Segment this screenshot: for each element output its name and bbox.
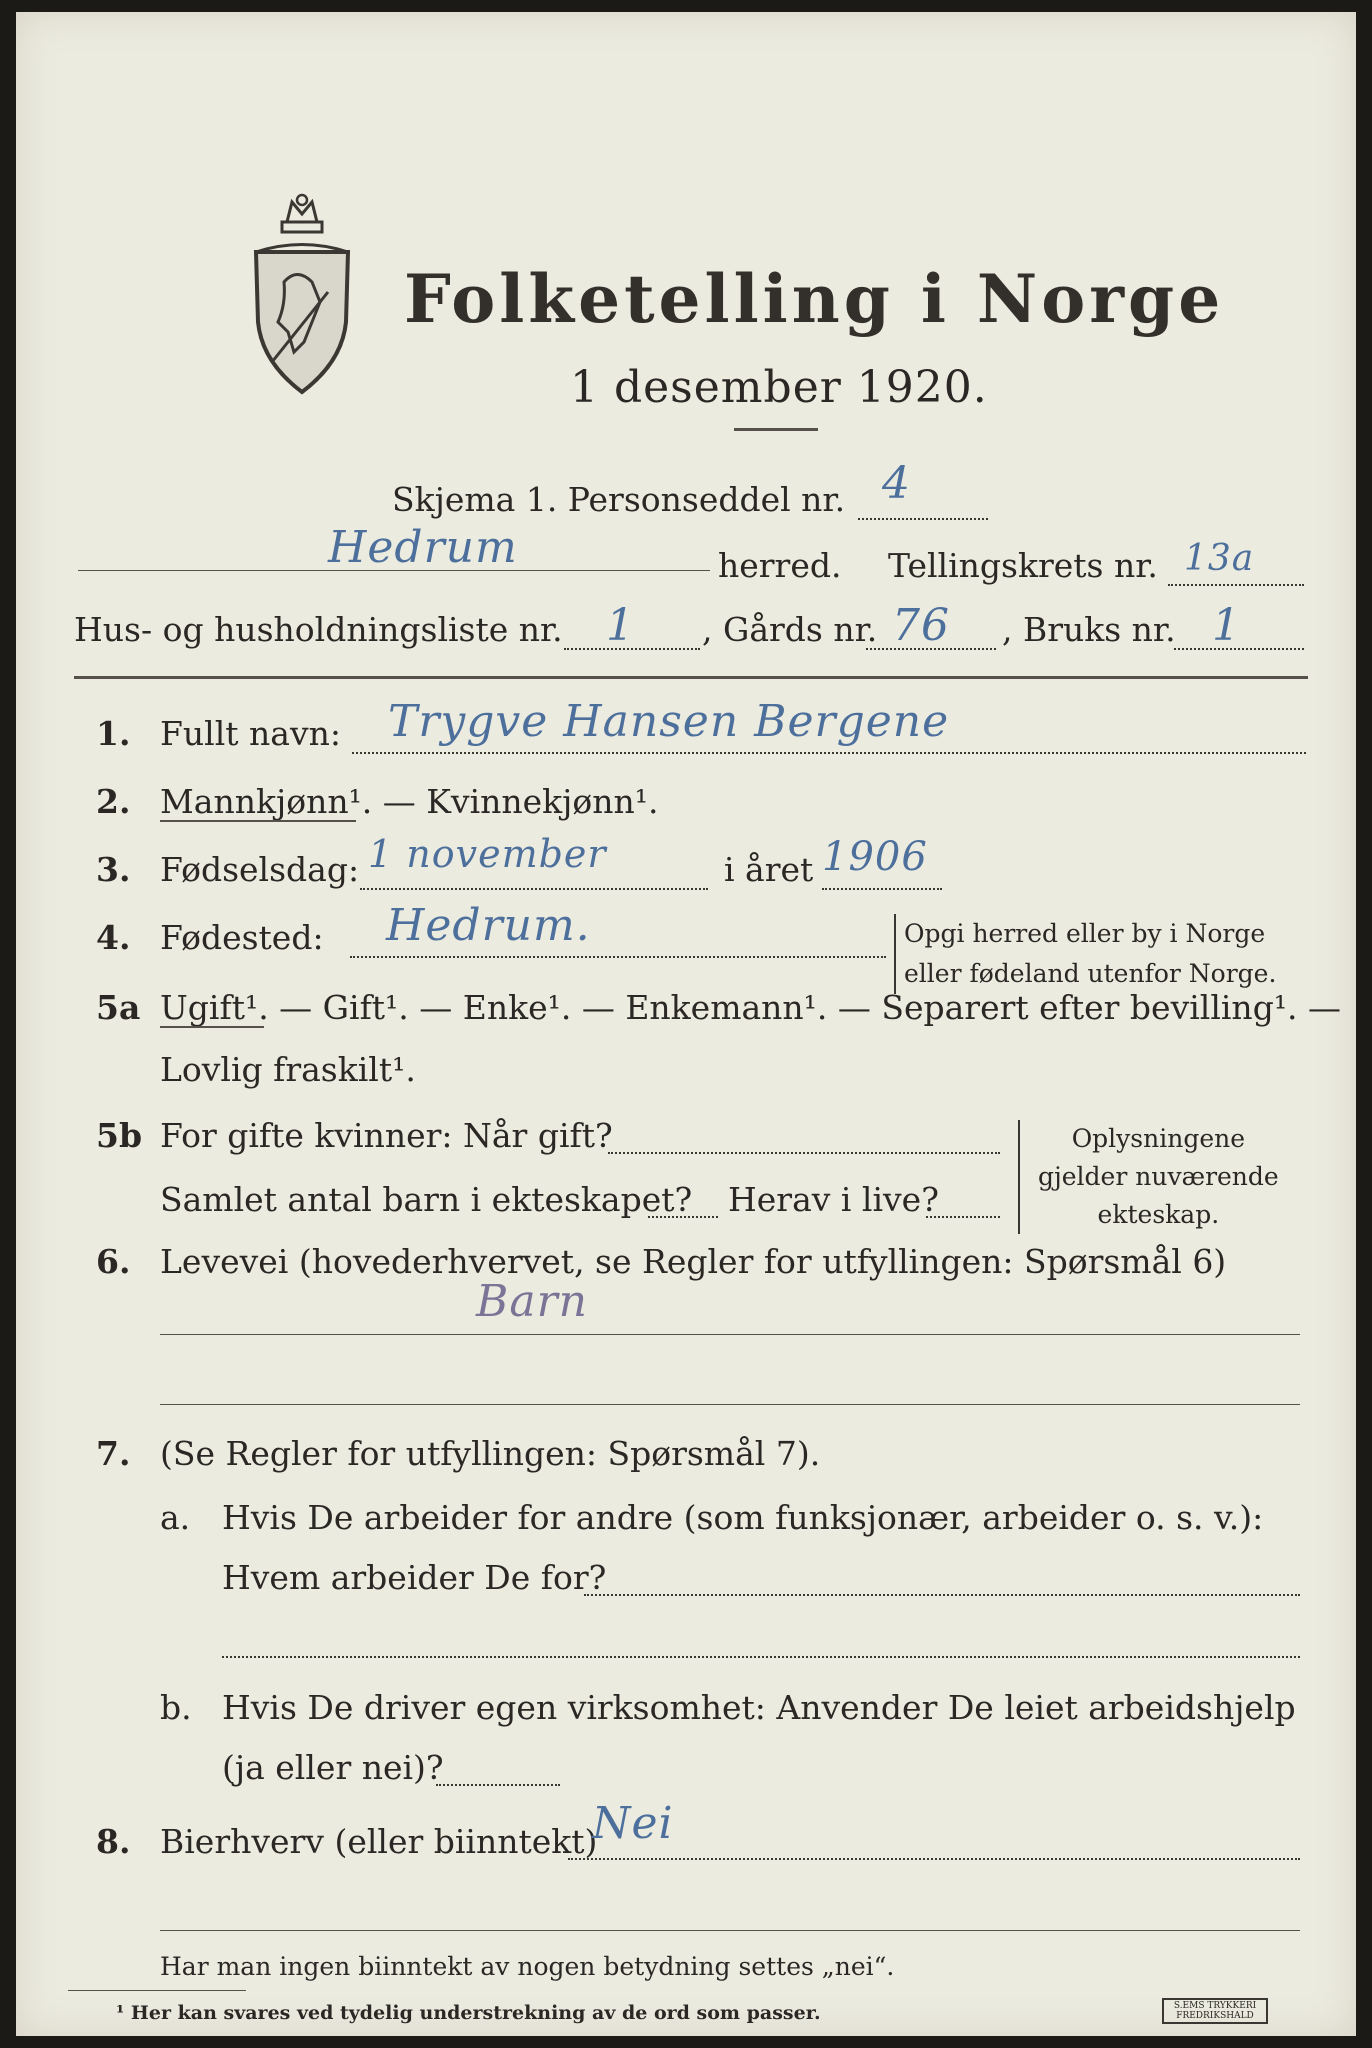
- full-name-value[interactable]: Trygve Hansen Bergene: [388, 696, 950, 747]
- tellingskrets-value[interactable]: 13a: [1184, 538, 1255, 579]
- q5b-alive-line: [926, 1216, 1000, 1218]
- q5b-alive-label: Herav i live?: [728, 1180, 939, 1219]
- q2-number: 2.: [96, 782, 131, 821]
- footnote: ¹ Her kan svares ved tydelig understrekning av de ord som passer.: [116, 2002, 821, 2024]
- tellingskrets-line: [1168, 584, 1304, 586]
- printer-stamp: S.EMS TRYKKERI FREDRIKSHALD: [1162, 1998, 1268, 2024]
- q4-note-line2: eller fødeland utenfor Norge.: [904, 959, 1277, 988]
- q7a-employer-line: [584, 1594, 1300, 1596]
- tellingskrets-label: Tellingskrets nr.: [888, 546, 1158, 585]
- q5a-number: 5a: [96, 988, 141, 1027]
- gards-label: , Gårds nr.: [702, 610, 878, 649]
- census-form: [16, 12, 1356, 2036]
- q5b-children-line: [648, 1216, 718, 1218]
- birthplace-line: [350, 956, 886, 958]
- personseddel-value[interactable]: 4: [882, 458, 911, 509]
- q5a-options: Ugift¹. — Gift¹. — Enke¹. — Enkemann¹. — Separert efter bevilling¹. —: [160, 988, 1342, 1027]
- q6-label: Levevei (hovederhvervet, se Regler for utfyllingen: Spørsmål 6): [160, 1242, 1227, 1281]
- husliste-label: Hus- og husholdningsliste nr.: [74, 610, 563, 649]
- occupation-value[interactable]: Barn: [476, 1276, 588, 1327]
- q7a-letter: a.: [160, 1498, 191, 1537]
- birthday-value[interactable]: 1 november: [368, 832, 607, 876]
- q7b-yesno-label: (ja eller nei)?: [222, 1748, 444, 1787]
- q7a-question: Hvis De arbeider for andre (som funksjonær, arbeider o. s. v.):: [222, 1498, 1264, 1537]
- q8-line: [568, 1858, 1300, 1860]
- q6-number: 6.: [96, 1242, 131, 1281]
- q1-number: 1.: [96, 714, 131, 753]
- herred-value[interactable]: Hedrum: [328, 522, 518, 573]
- header-divider: [74, 676, 1308, 679]
- q5a-underline-ugift: [160, 1026, 264, 1028]
- q5b-number: 5b: [96, 1116, 143, 1155]
- q8-line-2: [160, 1930, 1300, 1931]
- bruks-value[interactable]: 1: [1212, 600, 1241, 651]
- q5b-note-line3: ekteskap.: [1097, 1200, 1220, 1229]
- q7b-question: Hvis De driver egen virksomhet: Anvender De leiet arbeidshjelp: [222, 1688, 1296, 1727]
- herred-label: herred.: [718, 546, 842, 585]
- q5b-married-line: [608, 1152, 1000, 1154]
- title-divider: [734, 428, 818, 431]
- q5b-children-label: Samlet antal barn i ekteskapet?: [160, 1180, 693, 1219]
- q1-label: Fullt navn:: [160, 714, 341, 753]
- q5b-note: [1018, 1120, 1279, 1234]
- personseddel-line: [858, 518, 988, 520]
- q7-label: (Se Regler for utfyllingen: Spørsmål 7).: [160, 1434, 821, 1473]
- q7b-letter: b.: [160, 1688, 192, 1727]
- birthday-line: [360, 888, 708, 890]
- q5a-options-cont: Lovlig fraskilt¹.: [160, 1050, 416, 1089]
- footer-note: Har man ingen biinntekt av nogen betydning settes „nei“.: [160, 1952, 895, 1981]
- q4-note: [894, 914, 1276, 994]
- bruks-label: , Bruks nr.: [1002, 610, 1176, 649]
- q3-label: Fødselsdag:: [160, 850, 360, 889]
- q7a-employer-label: Hvem arbeider De for?: [222, 1558, 607, 1597]
- q4-note-line1: Opgi herred eller by i Norge: [904, 919, 1266, 948]
- year-line: [822, 888, 942, 890]
- q5b-note-line2: gjelder nuværende: [1038, 1162, 1279, 1191]
- q6-line-1: [160, 1334, 1300, 1335]
- coat-of-arms-icon: [242, 192, 362, 402]
- side-income-value[interactable]: Nei: [592, 1798, 674, 1849]
- q5b-married-label: For gifte kvinner: Når gift?: [160, 1116, 613, 1155]
- q6-line-2: [160, 1404, 1300, 1405]
- husliste-value[interactable]: 1: [606, 600, 635, 651]
- q7-number: 7.: [96, 1434, 131, 1473]
- schema-label: Skjema 1. Personseddel nr.: [392, 480, 846, 519]
- form-title: Folketelling i Norge: [404, 260, 1225, 338]
- q5b-note-line1: Oplysningene: [1071, 1124, 1246, 1153]
- q2-underline-mann: [160, 820, 356, 822]
- q7b-yesno-line: [436, 1784, 560, 1786]
- year-label: i året: [724, 850, 814, 889]
- q1-line: [352, 752, 1306, 754]
- q8-label: Bierhverv (eller biinntekt): [160, 1822, 598, 1861]
- q3-number: 3.: [96, 850, 131, 889]
- q7a-line-2: [222, 1656, 1300, 1658]
- q8-number: 8.: [96, 1822, 131, 1861]
- census-date: 1 desember 1920.: [570, 362, 988, 413]
- q4-label: Fødested:: [160, 918, 324, 957]
- birth-year-value[interactable]: 1906: [822, 834, 928, 880]
- q2-options: Mannkjønn¹. — Kvinnekjønn¹.: [160, 782, 659, 821]
- birthplace-value[interactable]: Hedrum.: [386, 900, 591, 951]
- footnote-divider: [68, 1990, 246, 1991]
- q4-number: 4.: [96, 918, 131, 957]
- gards-value[interactable]: 76: [892, 600, 950, 651]
